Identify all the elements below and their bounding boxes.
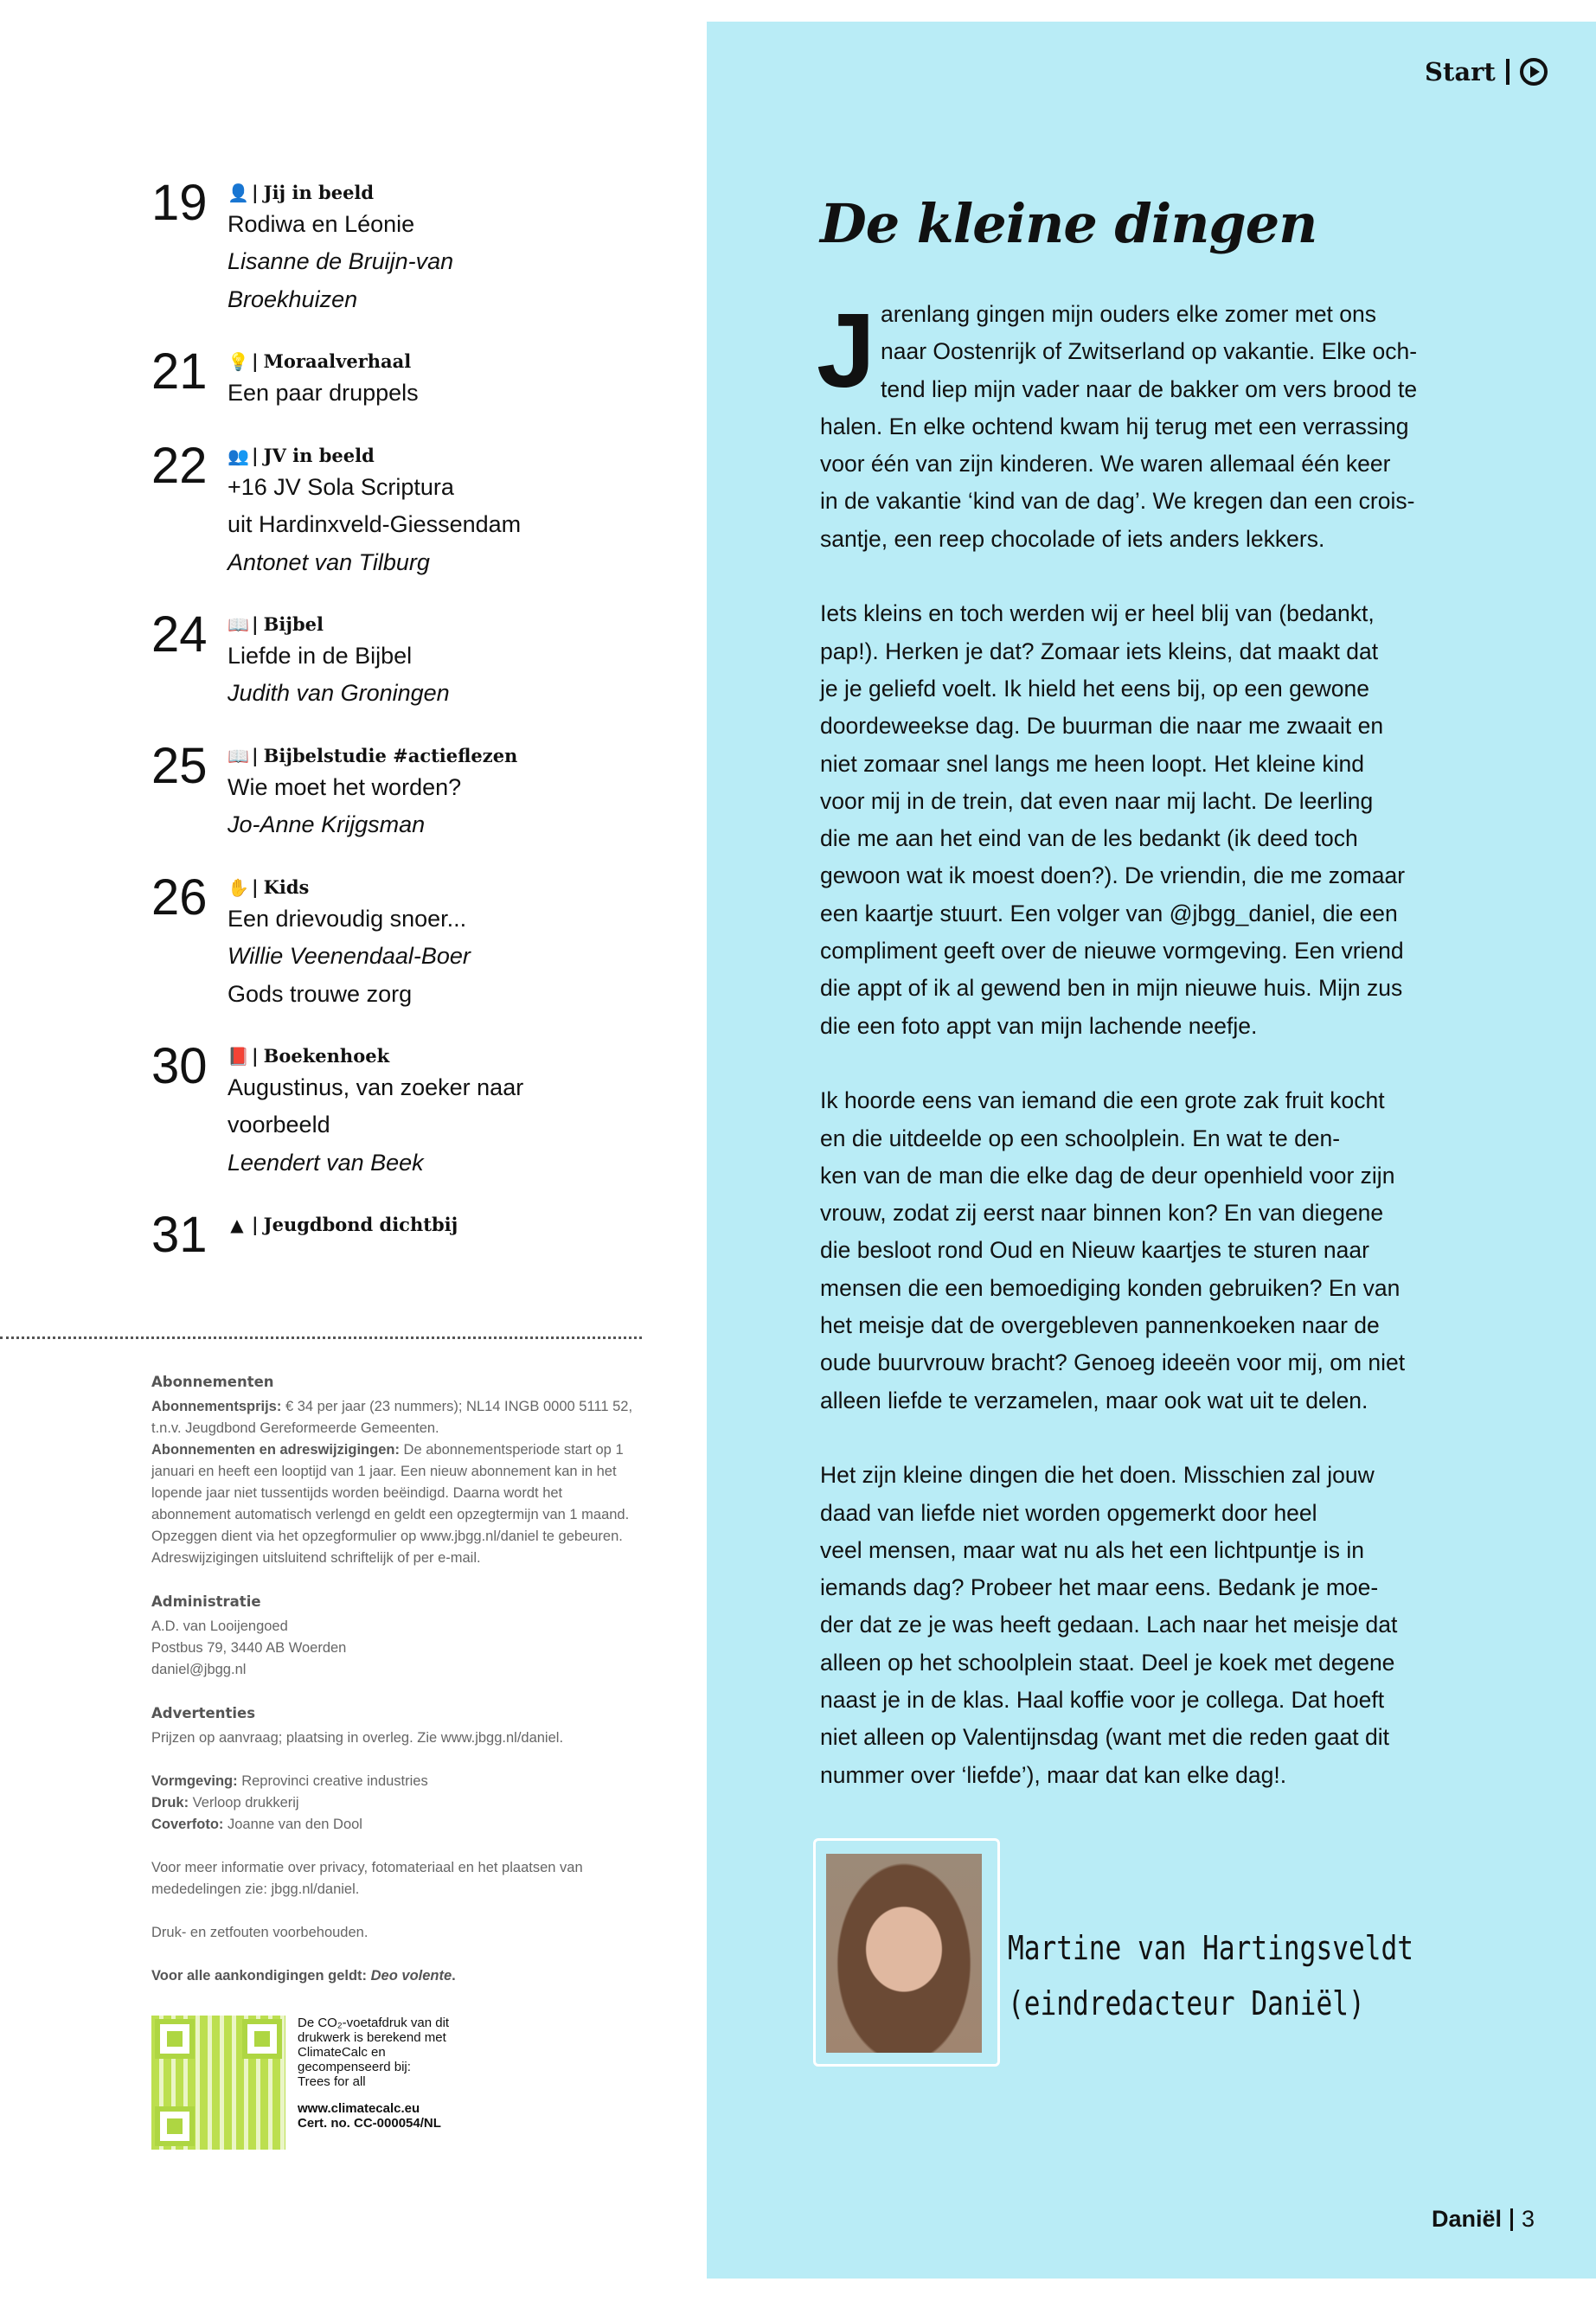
article-line: je je geliefd voelt. Ik hield het eens bij, op een gewone	[820, 675, 1369, 702]
toc-page-number: 31	[151, 1207, 208, 1263]
credit-text: Reprovinci creative industries	[237, 1773, 428, 1789]
hand-icon: ✋	[228, 877, 249, 898]
magazine-name: Daniël	[1432, 2206, 1503, 2232]
article-line: en die uitdeelde op een schoolplein. En wat te den-	[820, 1125, 1341, 1151]
article-paragraph	[820, 1082, 1452, 1420]
article-line: het meisje dat de overgebleven pannenkoeken naar de	[820, 1312, 1380, 1339]
article-line: die me aan het eind van de les bedankt (ik deed toch	[820, 825, 1358, 852]
deo-end: .	[452, 1968, 456, 1984]
person-icon: 👤	[228, 183, 249, 203]
qr-code-icon[interactable]	[151, 2016, 285, 2150]
toc-title: uit Hardinxveld-Giessendam	[228, 511, 522, 538]
signature	[1008, 1920, 1413, 2031]
toc-author: Judith van Groningen	[228, 680, 450, 707]
toc-page-number: 25	[151, 738, 208, 794]
climate-line: De CO₂-voetafdruk van dit	[298, 2016, 450, 2030]
article-paragraph	[820, 296, 1452, 558]
errata-text: Druk- en zetfouten voorbehouden.	[151, 1925, 369, 1940]
credit-label: Druk:	[151, 1795, 189, 1811]
climate-cert: Cert. no. CC-000054/NL	[298, 2116, 441, 2131]
article-line: Het zijn kleine dingen die het doen. Misschien zal jouw	[820, 1462, 1375, 1489]
admin-address: Postbus 79, 3440 AB Woerden	[151, 1640, 347, 1656]
abonnementen-heading: Abonnementen	[151, 1374, 274, 1390]
climate-url[interactable]: www.climatecalc.eu	[298, 2101, 420, 2116]
advertenties-text: Prijzen op aanvraag; plaatsing in overleg. Zie www.jbgg.nl/daniel.	[151, 1730, 564, 1746]
toc-title: Liefde in de Bijbel	[228, 643, 413, 669]
start-button[interactable]	[1425, 57, 1548, 87]
toc-category: Kids	[263, 876, 310, 898]
toc-author: Leendert van Beek	[228, 1149, 424, 1176]
divider: |	[252, 745, 259, 766]
article-line: mensen die een bemoediging konden gebruiken? En van	[820, 1274, 1401, 1301]
page-footer	[1432, 2206, 1535, 2233]
article-line: naast je in de klas. Haal koffie voor je collega. Dat hoeft	[820, 1686, 1385, 1713]
administratie-heading: Administratie	[151, 1593, 261, 1610]
article-line: pap!). Herken je dat? Zomaar iets kleins, dat maakt dat	[820, 638, 1379, 664]
prijs-text: € 34 per jaar (23 nummers); NL14 INGB 0000 5111 52, t.n.v. Jeugdbond Gereformeerde Gemeenten.	[151, 1399, 633, 1436]
climate-line: gecompenseerd bij:	[298, 2060, 411, 2074]
toc-title: Gods trouwe zorg	[228, 980, 413, 1007]
signature-name: Martine van Hartingsveldt	[1008, 1929, 1414, 1967]
toc-title: Wie moet het worden?	[228, 774, 462, 800]
start-label: Start	[1425, 57, 1496, 87]
privacy-text: Voor meer informatie over privacy, fotomateriaal en het plaatsen van mededelingen zie: jbgg.nl/daniel.	[151, 1860, 583, 1897]
colophon	[151, 1371, 644, 1987]
toc-author: Willie Veenendaal-Boer	[228, 943, 471, 970]
divider	[1506, 59, 1509, 85]
article-line: een kaartje stuurt. Een volger van @jbgg_daniel, die een	[820, 900, 1398, 926]
credit-text: Joanne van den Dool	[223, 1817, 362, 1832]
article-line: ken van de man die elke dag de deur openhield voor zijn	[820, 1162, 1395, 1189]
signature-role: (eindredacteur Daniël)	[1008, 1984, 1365, 2022]
toc-title: +16 JV Sola Scriptura	[228, 474, 454, 500]
article-line: der dat ze je was heeft gedaan. Lach naar het meisje dat	[820, 1612, 1398, 1638]
article-line: voor mij in de trein, dat even naar mij lacht. De leerling	[820, 787, 1374, 814]
toc-category: Jeugdbond dichtbij	[263, 1214, 458, 1235]
adres-text: De abonnementsperiode start op 1 januari en heeft een looptijd van 1 jaar. Een nieuw abonnement kan in het lopende jaar niet tussentijds worden beëindigd. Daarna wordt het abonnement automatisch verlengd en geldt een opzegtermijn van 1 maand. Opzeggen dient via het opzegformulier op www.jbgg.nl/daniel te gebeuren. Adreswijzigingen uitsluitend schriftelijk of per e-mail.	[151, 1442, 630, 1566]
lightbulb-icon: 💡	[228, 351, 249, 372]
toc-category: Bijbelstudie #actieflezen	[263, 745, 518, 766]
article-line: santje, een reep chocolade of iets anders lekkers.	[820, 525, 1325, 552]
article-line: niet zomaar snel langs me heen loopt. Het kleine kind	[820, 750, 1364, 777]
climate-badge	[151, 2016, 449, 2150]
adres-label: Abonnementen en adreswijzigingen:	[151, 1442, 400, 1458]
toc-category: JV in beeld	[263, 445, 375, 466]
article-line: die appt of ik al gewend ben in mijn nieuwe huis. Mijn zus	[820, 975, 1403, 1002]
book-icon: 📕	[228, 1046, 249, 1067]
article-line: arenlang gingen mijn ouders elke zomer met ons	[881, 301, 1377, 327]
article-line: naar Oostenrijk of Zwitserland op vakantie. Elke och-	[881, 338, 1418, 365]
arrow-up-icon: ▲	[230, 1215, 244, 1235]
article-paragraph	[820, 1457, 1452, 1794]
article-line: in de vakantie ‘kind van de dag’. We kregen dan een crois-	[820, 488, 1415, 515]
credit-text: Verloop drukkerij	[189, 1795, 299, 1811]
deo-label: Voor alle aankondigingen geldt:	[151, 1968, 371, 1984]
deo-text: Deo volente	[370, 1968, 452, 1984]
play-circle-icon	[1520, 58, 1548, 86]
climate-line: Trees for all	[298, 2074, 366, 2089]
toc-title: Rodiwa en Léonie	[228, 211, 415, 237]
toc-title: Een drievoudig snoer...	[228, 906, 467, 932]
advertenties-heading: Advertenties	[151, 1705, 256, 1721]
divider: |	[252, 350, 259, 372]
page-number: 3	[1522, 2206, 1535, 2232]
article-line: veel mensen, maar wat nu als het een lichtpuntje is in	[820, 1536, 1364, 1563]
toc-author: Lisanne de Bruijn-van	[228, 248, 454, 275]
toc-author: Jo-Anne Krijgsman	[228, 811, 426, 838]
divider: |	[252, 182, 259, 203]
toc-category: Jij in beeld	[263, 182, 375, 203]
article-line: tend liep mijn vader naar de bakker om vers brood te	[881, 375, 1418, 402]
toc-page-number: 24	[151, 606, 208, 663]
article-line: iemands dag? Probeer het maar eens. Bedank je moe-	[820, 1574, 1379, 1601]
toc-title: voorbeeld	[228, 1112, 330, 1138]
toc-title: Augustinus, van zoeker naar	[228, 1074, 524, 1100]
credit-label: Vormgeving:	[151, 1773, 238, 1789]
bible-icon: 📖	[228, 614, 249, 635]
article-body	[817, 292, 1452, 1831]
toc-category: Moraalverhaal	[263, 350, 412, 372]
climate-line: drukwerk is berekend met	[298, 2030, 446, 2045]
article-line: die besloot rond Oud en Nieuw kaartjes te sturen naar	[820, 1237, 1369, 1264]
prijs-label: Abonnementsprijs:	[151, 1399, 282, 1414]
admin-name: A.D. van Looijengoed	[151, 1618, 288, 1634]
article-title: De kleine dingen	[820, 192, 1317, 255]
climate-line: ClimateCalc en	[298, 2045, 386, 2060]
toc-page-number: 22	[151, 438, 208, 494]
article-line: compliment geeft over de nieuwe vormgeving. Een vriend	[820, 938, 1404, 965]
toc-author: Broekhuizen	[228, 285, 358, 312]
article-line: Iets kleins en toch werden wij er heel blij van (bedankt,	[820, 600, 1375, 627]
dotted-divider	[0, 1336, 642, 1339]
article-line: nummer over ‘liefde’), maar dat kan elke dag!.	[820, 1761, 1287, 1788]
divider: |	[252, 445, 259, 466]
article-line: niet alleen op Valentijnsdag (want met die reden gaat dit	[820, 1724, 1390, 1751]
toc-category: Bijbel	[263, 613, 324, 635]
toc-page-number: 21	[151, 343, 208, 400]
divider: |	[252, 1045, 259, 1067]
article-line: gewoon wat ik moest doen?). De vriendin, die me zomaar	[820, 862, 1406, 889]
article-line: halen. En elke ochtend kwam hij terug met een verrassing	[820, 413, 1409, 439]
article-line: alleen liefde te verzamelen, maar ook wat uit te delen.	[820, 1387, 1368, 1413]
divider	[1510, 2208, 1513, 2231]
divider: |	[252, 876, 259, 898]
article-line: voor één van zijn kinderen. We waren allemaal één keer	[820, 451, 1391, 478]
admin-email[interactable]: daniel@jbgg.nl	[151, 1662, 247, 1677]
toc-author: Antonet van Tilburg	[228, 548, 430, 575]
toc-title: Een paar druppels	[228, 380, 419, 406]
article-line: alleen op het schoolplein staat. Deel je koek met degene	[820, 1649, 1395, 1676]
article-line: die een foto appt van mijn lachende neefje.	[820, 1012, 1258, 1039]
article-paragraph	[820, 595, 1452, 1045]
bible-icon: 📖	[228, 746, 249, 766]
toc-category: Boekenhoek	[263, 1045, 390, 1067]
article-line: oude buurvrouw bracht? Genoeg ideeën voor mij, om niet	[820, 1349, 1406, 1376]
toc-page-number: 30	[151, 1038, 208, 1094]
article-line: daad van liefde niet worden opgemerkt door heel	[820, 1499, 1317, 1526]
article-line: vrouw, zodat zij eerst naar binnen kon? En van diegene	[820, 1200, 1384, 1227]
article-line: doordeweekse dag. De buurman die naar me zwaait en	[820, 713, 1384, 740]
article-line: Ik hoorde eens van iemand die een grote zak fruit kocht	[820, 1087, 1385, 1114]
divider: |	[252, 1214, 259, 1235]
credit-label: Coverfoto:	[151, 1817, 224, 1832]
author-photo	[826, 1854, 982, 2053]
divider: |	[252, 613, 259, 635]
toc-page-number: 26	[151, 869, 208, 926]
toc-page-number: 19	[151, 175, 208, 231]
group-icon: 👥	[228, 445, 249, 466]
drop-cap: J	[817, 292, 875, 409]
